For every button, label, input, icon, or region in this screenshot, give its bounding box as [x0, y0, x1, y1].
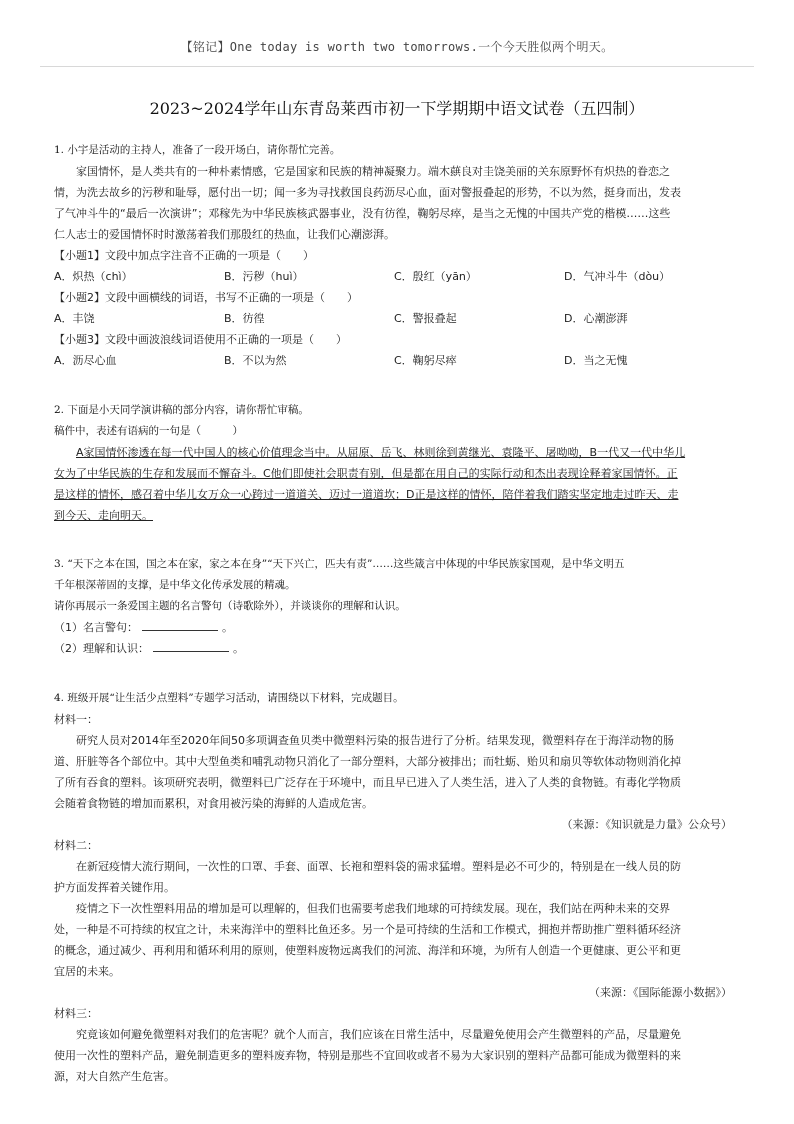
question-4-header: 4. 班级开展“让生活少点塑料”专题学习活动，请围绕以下材料，完成题目。	[54, 692, 404, 704]
motto-header: 【铭记】One today is worth two tomorrows.一个今天胜似两个明天。	[180, 40, 614, 54]
question-1-header: 1. 小宇是活动的主持人，准备了一段开场白，请你帮忙完善。	[54, 144, 341, 156]
option-c[interactable]: C．殷红（yān）	[394, 270, 477, 283]
q3-item-label: （1）名言警句：	[54, 621, 138, 634]
material-1-line: 道、肝脏等各个部位中。其中大型鱼类和哺乳动物只消化了一部分塑料，大部分被排出；而牡蛎、贻贝和扇贝等软体动物则消化掉	[54, 755, 681, 768]
q1-sub1-options	[54, 266, 744, 287]
option-d[interactable]: D．气冲斗牛（dòu）	[564, 270, 671, 283]
material-2-line: 处，一种是不可持续的权宜之计，未来海洋中的塑料比鱼还多。另一个是可持续的生活和工作模式，拥抱并帮助推广塑料循环经济	[54, 923, 681, 936]
answer-blank[interactable]	[153, 639, 229, 652]
q3-item-end: 。	[233, 642, 244, 655]
material-2-line: 的概念，通过减少、再利用和循环利用的原则，使塑料废物远离我们的河流、海洋和环境，为所有人创造一个更健康、更公平和更	[54, 944, 681, 957]
q3-item-understanding	[54, 638, 744, 659]
question-3-instruction: 请你再展示一条爱国主题的名言警句（诗歌除外），并谈谈你的理解和认识。	[54, 600, 406, 612]
material-3-line: 源，对大自然产生危害。	[54, 1070, 175, 1083]
q1-subquestion-2: 【小题2】文段中画横线的词语，书写不正确的一项是（ ）	[54, 291, 358, 304]
option-a[interactable]: A．丰饶	[54, 312, 95, 325]
material-1-line: 研究人员对2014年至2020年间50多项调查鱼贝类中微塑料污染的报告进行了分析。结果发现，微塑料存在于海洋动物的肠	[76, 734, 674, 747]
q2-speech-line: 是这样的情怀，感召着中华儿女万众一心跨过一道道关、迈过一道道坎；D正是这样的情怀，陪伴着我们踏实坚定地走过昨天、走	[54, 488, 679, 501]
question-1	[54, 140, 744, 371]
option-c[interactable]: C．鞠躬尽瘁	[394, 354, 457, 367]
material-3-line: 究竟该如何避免微塑料对我们的危害呢？就个人而言，我们应该在日常生活中，尽量避免使用会产生微塑料的产品，尽量避免	[76, 1028, 681, 1041]
header-divider	[40, 66, 754, 67]
question-3-header: 千年根深蒂固的支撑，是中华文化传承发展的精魂。	[54, 579, 296, 591]
material-1-label: 材料一：	[54, 713, 98, 726]
question-2	[54, 400, 744, 526]
material-3-label: 材料三：	[54, 1007, 98, 1020]
material-1-line: 了所有吞食的塑料。该项研究表明，微塑料已广泛存在于环境中，而且早已进入了人类生活，进入了人类的食物链。有毒化学物质	[54, 776, 681, 789]
answer-blank[interactable]	[142, 618, 218, 631]
question-3	[54, 554, 744, 659]
question-3-header: 3. “天下之本在国，国之本在家，家之本在身”“天下兴亡，匹夫有责”……这些箴言中体现的中华民族家国观，是中华文明五	[54, 558, 625, 570]
option-d[interactable]: D．心潮澎湃	[564, 312, 628, 325]
material-2-line: 宜居的未来。	[54, 965, 120, 978]
option-a[interactable]: A．沥尽心血	[54, 354, 117, 367]
q1-subquestion-1: 【小题1】文段中加点字注音不正确的一项是（ ）	[54, 249, 314, 262]
option-a[interactable]: A．炽热（chì）	[54, 270, 133, 283]
q3-item-end: 。	[222, 621, 233, 634]
material-2-source: （来源：《国际能源小数据》）	[589, 986, 732, 999]
q1-sub3-options	[54, 350, 744, 371]
material-2-line: 疫情之下一次性塑料用品的增加是可以理解的，但我们也需要考虑我们地球的可持续发展。现在，我们站在两种未来的交界	[76, 902, 670, 915]
option-b[interactable]: B．彷徨	[224, 312, 265, 325]
option-c[interactable]: C．警报叠起	[394, 312, 457, 325]
q1-passage-line: 情，为洗去故乡的污秽和耻辱，愿付出一切；闻一多为寻找救国良药沥尽心血，面对警报叠起的形势，不以为然，挺身而出，发表	[54, 186, 681, 199]
q1-passage-line: 了气冲斗牛的“最后一次演讲”；邓稼先为中华民族核武器事业，没有彷徨，鞠躬尽瘁，是当之无愧的中国共产党的楷模……这些	[54, 207, 671, 220]
q1-passage-line: 仁人志士的爱国情怀时时激荡着我们那殷红的热血，让我们心潮澎湃。	[54, 228, 395, 241]
q2-speech-line: 女为了中华民族的生存和发展而不懈奋斗。C他们即使社会职责有别，但是都在用自己的实际行动和杰出表现诠释着家国情怀。正	[54, 467, 678, 480]
q3-item-quote	[54, 617, 744, 638]
q2-speech-line: A家国情怀渗透在每一代中国人的核心价值理念当中。从屈原、岳飞、林则徐到黄继光、袁隆平、屠呦呦，B一代又一代中华儿	[76, 446, 686, 459]
material-1-source: （来源：《知识就是力量》公众号）	[561, 818, 732, 831]
question-4	[54, 688, 744, 1087]
option-d[interactable]: D．当之无愧	[564, 354, 628, 367]
material-3-line: 使用一次性的塑料产品，避免制造更多的塑料废弃物，特别是那些不宜回收或者不易为大家识别的塑料产品都可能成为微塑料的来	[54, 1049, 681, 1062]
option-b[interactable]: B．污秽（huì）	[224, 270, 304, 283]
question-2-prompt: 稿件中，表述有语病的一句是（ ）	[54, 425, 243, 437]
q2-speech-line: 到今天、走向明天。	[54, 509, 153, 522]
material-2-line: 在新冠疫情大流行期间，一次性的口罩、手套、面罩、长袍和塑料袋的需求猛增。塑料是必不可少的，特别是在一线人员的防	[76, 860, 681, 873]
option-b[interactable]: B．不以为然	[224, 354, 287, 367]
material-1-line: 会随着食物链的增加而累积，对食用被污染的海鲜的人造成危害。	[54, 797, 373, 810]
page-title: 2023~2024学年山东青岛莱西市初一下学期期中语文试卷（五四制）	[149, 99, 645, 118]
q1-passage-line: 家国情怀，是人类共有的一种朴素情感，它是国家和民族的精神凝聚力。端木蕻良对圭饶美丽的关东原野怀有炽热的眷恋之	[76, 165, 670, 178]
material-2-line: 护方面发挥着关键作用。	[54, 881, 175, 894]
q3-item-label: （2）理解和认识：	[54, 642, 149, 655]
q1-sub2-options	[54, 308, 744, 329]
q1-subquestion-3: 【小题3】文段中画波浪线词语使用不正确的一项是（ ）	[54, 333, 347, 346]
question-2-header: 2. 下面是小天同学演讲稿的部分内容，请你帮忙审稿。	[54, 404, 309, 416]
material-2-label: 材料二：	[54, 839, 98, 852]
